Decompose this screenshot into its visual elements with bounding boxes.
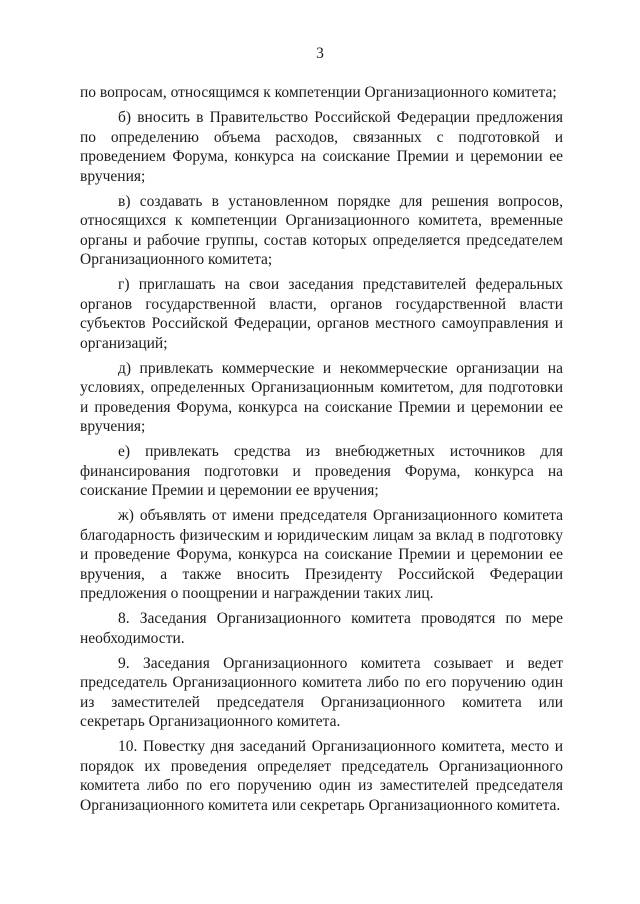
paragraph-10: 10. Повестку дня заседаний Организационного комитета, место и порядок их проведения определяет председатель Организационного комитета либо по его поручению один из заместителей председателя Организационного комитета или секретарь Организационного комитета.	[80, 738, 563, 814]
document-body	[80, 83, 563, 815]
paragraph-item-g: г) приглашать на свои заседания представителей федеральных органов государственной власти, органов государственной власти субъектов Российской Федерации, органов местного самоуправления и организаций;	[80, 276, 563, 352]
paragraph-9: 9. Заседания Организационного комитета созывает и ведет председатель Организационного комитета либо по его поручению один из заместителей председателя Организационного комитета или секретарь Организационного комитета.	[80, 654, 563, 730]
paragraph-item-b: б) вносить в Правительство Российской Федерации предложения по определению объема расходов, связанных с подготовкой и проведением Форума, конкурса на соискание Премии и церемонии ее вручения;	[80, 109, 563, 185]
paragraph-continuation: по вопросам, относящимся к компетенции Организационного комитета;	[80, 84, 557, 101]
paragraph-item-d: д) привлекать коммерческие и некоммерческие организации на условиях, определенных Организационным комитетом, для подготовки и проведения Форума, конкурса на соискание Премии и церемонии ее вручения;	[80, 359, 563, 435]
page-number: 3	[316, 45, 324, 62]
paragraph-item-e: е) привлекать средства из внебюджетных источников для финансирования подготовки и проведения Форума, конкурса на соискание Премии и церемонии ее вручения;	[80, 443, 563, 499]
paragraph-item-zh: ж) объявлять от имени председателя Организационного комитета благодарность физическим и юридическим лицам за вклад в подготовку и проведение Форума, конкурса на соискание Премии и церемонии ее вручения, а также вносить Президенту Российской Федерации предложения о поощрении и награждении таких лиц.	[80, 507, 563, 602]
paragraph-item-v: в) создавать в установленном порядке для решения вопросов, относящихся к компетенции Организационного комитета, временные органы и рабочие группы, состав которых определяется председателем Организационного комитета;	[80, 192, 563, 268]
paragraph-8: 8. Заседания Организационного комитета проводятся по мере необходимости.	[80, 610, 563, 647]
